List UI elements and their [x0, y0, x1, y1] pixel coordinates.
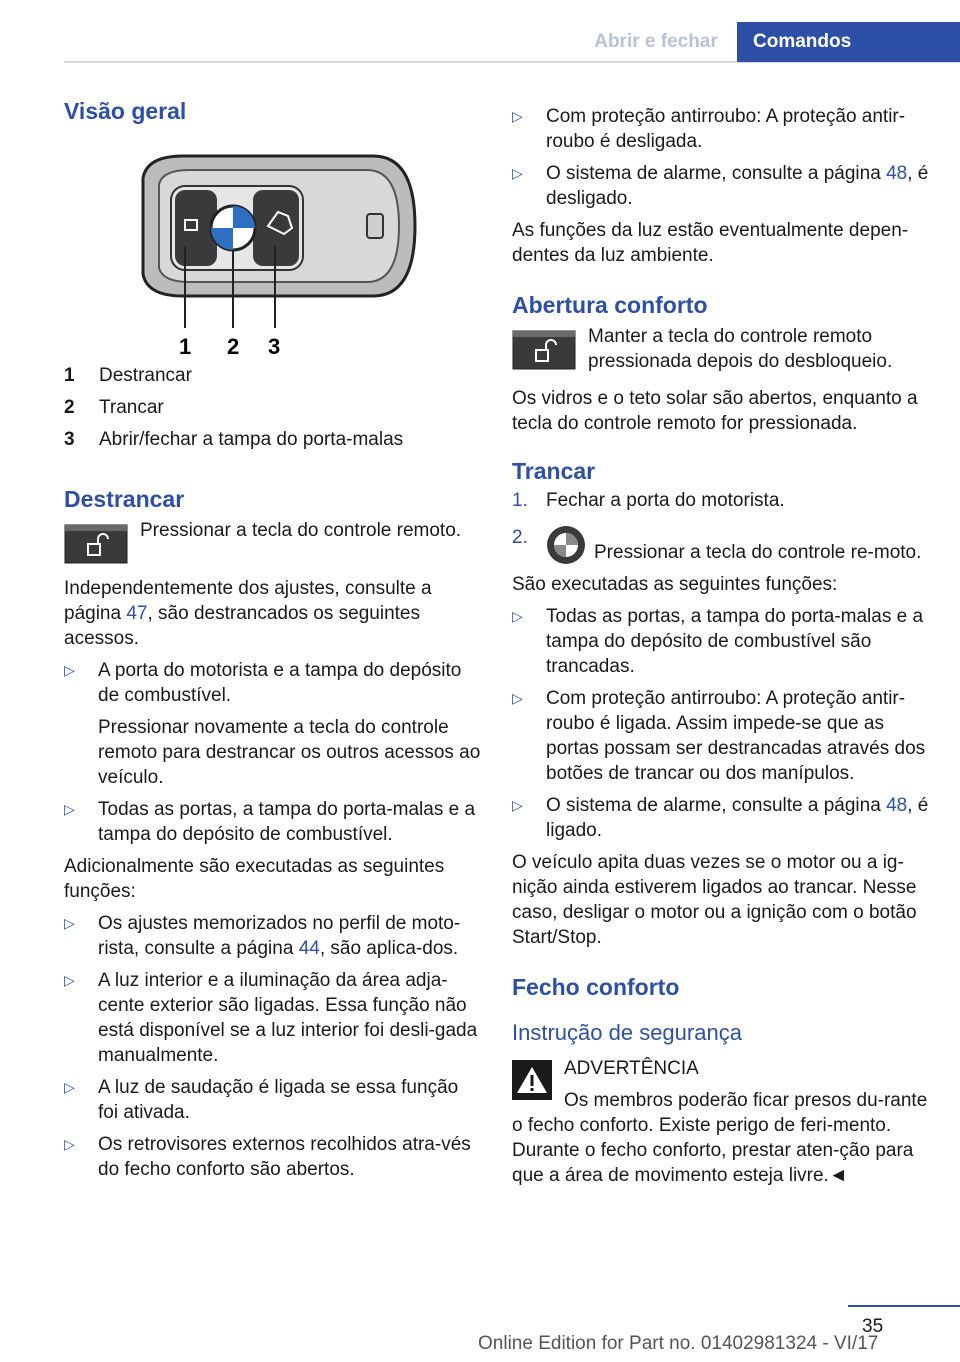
warning-icon [512, 1060, 552, 1100]
list-item: ▷ Os retrovisores externos recolhidos atra-vés do fecho conforto são abertos. [64, 1134, 471, 1180]
legend-list [64, 360, 482, 456]
page-link[interactable]: 48 [886, 163, 908, 184]
page-link[interactable]: 48 [886, 795, 908, 816]
unlock-button-text: Pressionar a tecla do controle remoto. [140, 520, 462, 541]
page-number: 35 [862, 1316, 884, 1337]
warning-text: Os membros poderão ficar presos du-rante o fecho conforto. Existe perigo de feri-mento. Durante o fecho conforto, prestar aten-ção para que a área de movimento esteja livre.◄ [512, 1090, 928, 1186]
tab-section[interactable]: Abrir e fechar [594, 31, 718, 52]
footer-edition: Online Edition for Part no. 01402981324 - VI/17 [478, 1333, 879, 1354]
list-item: ▷ A luz interior e a iluminação da área adja-cente exterior são ligadas. Essa função não está disponível se a luz interior foi desli-gada manualmente. [64, 970, 478, 1066]
list-item: 2. Pressionar a tecla do controle re-moto. [512, 527, 922, 563]
lock-intro: São executadas as seguintes funções: [512, 574, 838, 595]
list-item: ▷ O sistema de alarme, consulte a página 48, é ligado. [512, 795, 929, 841]
callout-3: 3 [268, 334, 281, 359]
bmw-logo-icon [546, 525, 586, 565]
list-item: 1. Fechar a porta do motorista. [512, 490, 785, 511]
list-item: ▷ A luz de saudação é ligada se essa função foi ativada. [64, 1077, 459, 1123]
page-link[interactable]: 47 [126, 603, 148, 624]
unlock-button-row [64, 518, 482, 564]
unlock-intro: Independentemente dos ajustes, consulte a página 47, são destrancados os seguintes acessos. [64, 578, 432, 649]
list-item: ▷ Com proteção antirroubo: A proteção antir-roubo é ligada. Assim impede-se que as portas possam ser destrancadas através dos botões de trancar ou dos manípulos. [512, 688, 926, 784]
overview-title: Visão geral [64, 98, 187, 124]
comfort-open-button-row [512, 324, 932, 374]
list-item: ▷ Com proteção antirroubo: A proteção antir-roubo é desligada. [512, 106, 906, 152]
warning-box [512, 1056, 932, 1188]
unlock-button-icon [64, 524, 128, 564]
safety-title: Instrução de segurança [512, 1020, 742, 1045]
tab-chapter[interactable]: Comandos [737, 22, 960, 62]
footer-rule [848, 1305, 960, 1307]
unlock-title: Destrancar [64, 486, 185, 512]
left-column [64, 96, 482, 1182]
warning-label: ADVERTÊNCIA [564, 1058, 699, 1079]
key-fob-illustration [123, 146, 423, 360]
legend-item: 3 Abrir/fechar a tampa do porta-malas [64, 429, 404, 450]
list-item: ▷ Todas as portas, a tampa do porta-malas e a tampa do depósito de combustível são trancadas. [512, 606, 924, 677]
callout-1: 1 [179, 334, 192, 359]
list-item: ▷ A porta do motorista e a tampa do depósito de combustível. Pressionar novamente a tecla do controle remoto para destrancar os outros acessos ao veículo. [64, 660, 481, 788]
list-item: ▷ O sistema de alarme, consulte a página 48, é desligado. [512, 163, 929, 209]
list-item: ▷ Todas as portas, a tampa do porta-malas e a tampa do depósito de combustível. [64, 799, 476, 845]
comfort-close-title: Fecho conforto [512, 974, 680, 1000]
callout-2: 2 [227, 334, 240, 359]
legend-item: 1 Destrancar [64, 365, 192, 386]
comfort-open-button-text: Manter a tecla do controle remoto pressionada depois do desbloqueio. [588, 326, 893, 372]
additional-intro: Adicionalmente são executadas as seguintes funções: [64, 856, 445, 902]
page-link[interactable]: 44 [298, 938, 320, 959]
lock-title: Trancar [512, 458, 596, 484]
unlock-button-icon [512, 330, 576, 370]
comfort-open-title: Abertura conforto [512, 292, 708, 318]
right-column [512, 104, 932, 1188]
lock-beep-note: O veículo apita duas vezes se o motor ou a ig-nição ainda estiverem ligados ao trancar. Nesse caso, desligar o motor ou a ignição com o botão Start/Stop. [512, 852, 917, 948]
legend-item: 2 Trancar [64, 397, 164, 418]
light-note: As funções da luz estão eventualmente depen-dentes da luz ambiente. [512, 220, 909, 266]
comfort-open-text: Os vidros e o teto solar são abertos, enquanto a tecla do controle remoto for pressionada. [512, 388, 918, 434]
list-item: ▷ Os ajustes memorizados no perfil de moto-rista, consulte a página 44, são aplica-dos. [64, 913, 461, 959]
